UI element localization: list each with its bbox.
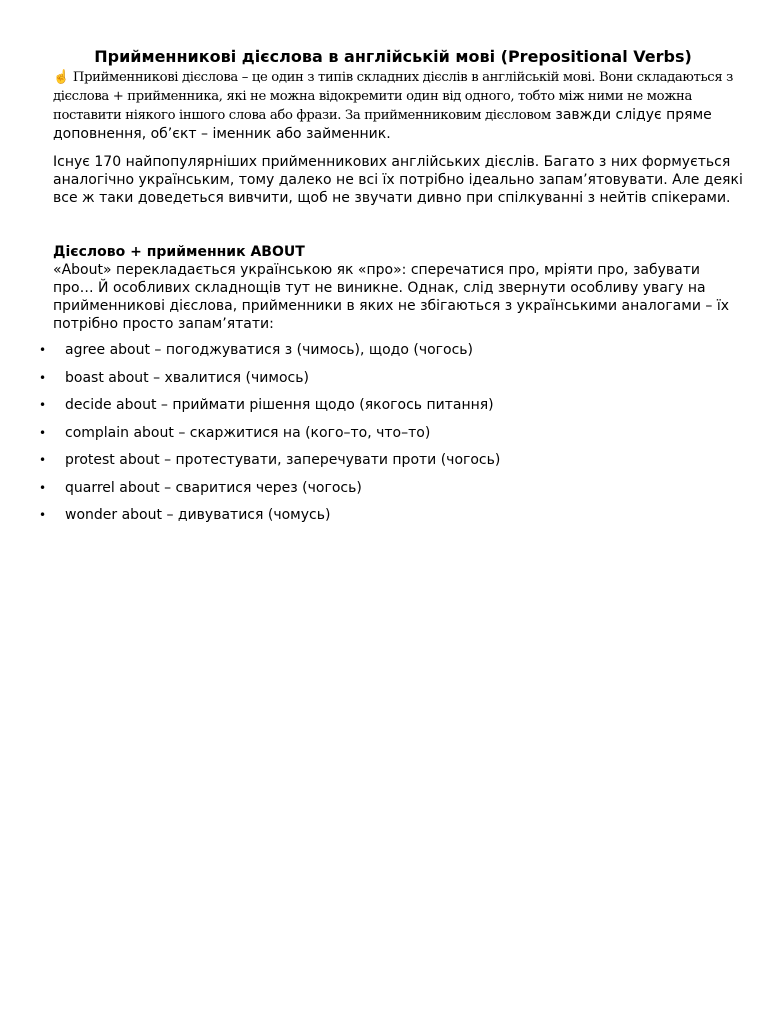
list-item-text: protest about – протестувати, заперечувати проти (чогось) (65, 452, 501, 468)
pointing-hand-icon: ☝ (53, 70, 70, 85)
document-title: Прийменникові дієслова в англійській мові (Prepositional Verbs) (94, 47, 692, 66)
list-item-text: agree about – погоджуватися з (чимось), щодо (чогось) (65, 342, 473, 358)
intro-text-serif: Прийменникові дієслова – це один з типів складних дієслів в англійській мові. Вони складаються з дієслова + прийменника, які не можна відокремити один від одного, тобто між ними не можна поставити ніякого іншого слова або фрази. За прийменниковим дієсловом (53, 70, 733, 123)
list-item (39, 396, 743, 414)
list-item (39, 479, 743, 497)
verb-list-about (39, 341, 743, 524)
bullet-icon: • (39, 508, 47, 522)
bullet-icon: • (39, 398, 47, 412)
intro-text-sans: завжди слідує пряме доповнення, об’єкт – іменник або займенник. (53, 107, 712, 142)
bullet-icon: • (39, 343, 47, 357)
list-item (39, 341, 743, 359)
list-item-text: complain about – скаржитися на (кого–то, что–то) (65, 424, 431, 441)
paragraph-popular-verbs: Існує 170 найпопулярніших прийменникових англійських дієслів. Багато з них формується аналогічно українським, тому далеко не всі їх потрібно ідеально запам’ятовувати. Але деякі все ж таки доведеться вивчити, щоб не звучати дивно при спілкуванні з нейтів спікерами. (53, 154, 743, 206)
bullet-icon: • (39, 453, 47, 467)
list-item-text: wonder about – дивуватися (чомусь) (65, 507, 331, 523)
bullet-icon: • (39, 370, 47, 385)
list-item (39, 506, 743, 524)
bullet-icon: • (39, 425, 47, 440)
list-item (39, 451, 743, 469)
list-item (39, 369, 743, 387)
document-page (39, 46, 743, 534)
list-item-text: decide about – приймати рішення щодо (якогось питання) (65, 397, 494, 413)
list-item (39, 424, 743, 442)
section-heading-about: Дієслово + прийменник ABOUT (53, 244, 305, 260)
intro-paragraph (53, 68, 743, 143)
bullet-icon: • (39, 480, 47, 495)
list-item-text: quarrel about – сваритися через (чогось) (65, 479, 362, 496)
section-intro-about: «About» перекладається українською як «про»: сперечатися про, мріяти про, забувати про… Й особливих складнощів тут не виникне. Однак, слід звернути особливу увагу на прийменникові дієслова, прийменники в яких не збігаються з українськими аналогами – їх потрібно просто запам’ятати: (53, 262, 729, 332)
list-item-text: boast about – хвалитися (чимось) (65, 369, 309, 386)
